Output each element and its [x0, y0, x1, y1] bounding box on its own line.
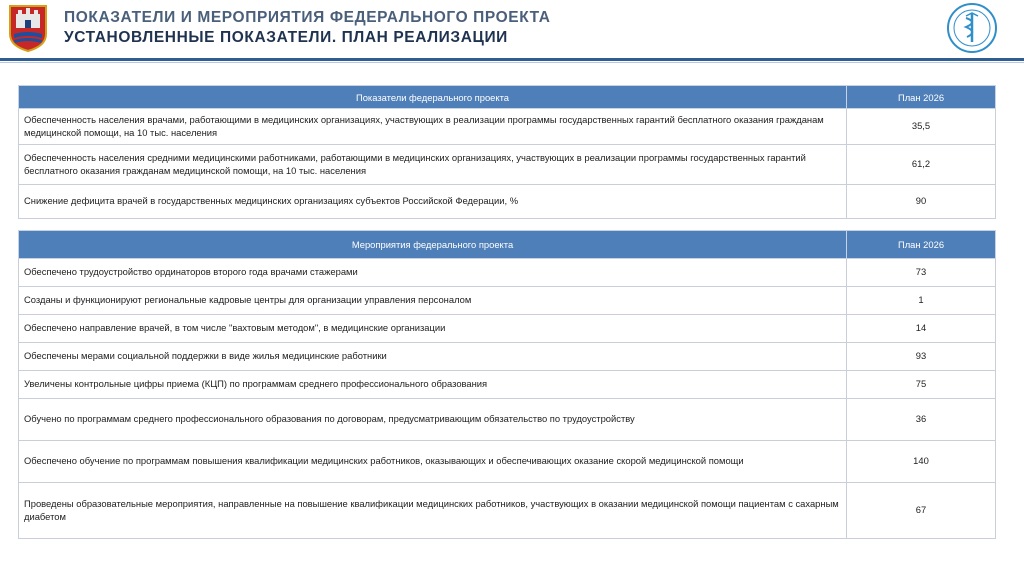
measure-name: Увеличены контрольные цифры приема (КЦП) по программам среднего профессионального образования — [19, 371, 847, 399]
table-row — [19, 185, 996, 219]
plan-value: 90 — [847, 185, 996, 219]
measures-header-row — [19, 231, 996, 259]
measures-column-header: Мероприятия федерального проекта — [19, 231, 847, 259]
plan-value: 140 — [847, 441, 996, 483]
table-row — [19, 259, 996, 287]
plan-value: 1 — [847, 287, 996, 315]
indicator-name: Обеспеченность населения врачами, работающими в медицинских организациях, участвующих в реализации программы государственных гарантий бесплатного оказания гражданам медицинской помощи, на 10 тыс. населения — [19, 109, 847, 145]
plan-value: 75 — [847, 371, 996, 399]
plan-value: 93 — [847, 343, 996, 371]
indicators-column-header: Показатели федерального проекта — [19, 86, 847, 109]
table-row — [19, 371, 996, 399]
plan-value: 36 — [847, 399, 996, 441]
measure-name: Проведены образовательные мероприятия, направленные на повышение квалификации медицинских работников, участвующих в оказании медицинской помощи пациентам с сахарным диабетом — [19, 483, 847, 539]
table-row — [19, 109, 996, 145]
table-row — [19, 287, 996, 315]
header-divider — [0, 58, 1024, 61]
page-title: ПОКАЗАТЕЛИ И МЕРОПРИЯТИЯ ФЕДЕРАЛЬНОГО ПРОЕКТА — [64, 9, 551, 26]
measure-name: Обеспечено обучение по программам повышения квалификации медицинских работников, оказывающих и обеспечивающих оказание скорой медицинской помощи — [19, 441, 847, 483]
title-block — [64, 8, 551, 48]
table-row — [19, 441, 996, 483]
table-row — [19, 399, 996, 441]
measure-name: Обеспечено направление врачей, в том числе "вахтовым методом", в медицинские организации — [19, 315, 847, 343]
measures-table — [18, 230, 996, 539]
plan-value: 73 — [847, 259, 996, 287]
plan-value: 61,2 — [847, 145, 996, 185]
plan-value: 67 — [847, 483, 996, 539]
health-ministry-emblem — [946, 2, 998, 54]
indicator-name: Обеспеченность населения средними медицинскими работниками, работающими в медицинских организациях, участвующих в реализации программы государственных гарантий бесплатного оказания гражданам медицинской помощи, на 10 тыс. населения — [19, 145, 847, 185]
indicators-table — [18, 85, 996, 219]
coat-of-arms-logo — [8, 4, 48, 52]
measure-name: Обеспечено трудоустройство ординаторов второго года врачами стажерами — [19, 259, 847, 287]
slide-header — [0, 0, 1024, 60]
indicators-header-row — [19, 86, 996, 109]
plan-column-header: План 2026 — [847, 86, 996, 109]
measure-name: Обучено по программам среднего профессионального образования по договорам, предусматривающим обязательство по трудоустройству — [19, 399, 847, 441]
page-subtitle: УСТАНОВЛЕННЫЕ ПОКАЗАТЕЛИ. ПЛАН РЕАЛИЗАЦИИ — [64, 29, 508, 46]
table-row — [19, 343, 996, 371]
plan-value: 14 — [847, 315, 996, 343]
plan-column-header: План 2026 — [847, 231, 996, 259]
table-row — [19, 483, 996, 539]
measure-name: Обеспечены мерами социальной поддержки в виде жилья медицинские работники — [19, 343, 847, 371]
table-row — [19, 145, 996, 185]
measure-name: Созданы и функционируют региональные кадровые центры для организации управления персоналом — [19, 287, 847, 315]
plan-value: 35,5 — [847, 109, 996, 145]
header-divider-light — [0, 62, 1024, 63]
indicator-name: Снижение дефицита врачей в государственных медицинских организациях субъектов Российской Федерации, % — [19, 185, 847, 219]
table-row — [19, 315, 996, 343]
